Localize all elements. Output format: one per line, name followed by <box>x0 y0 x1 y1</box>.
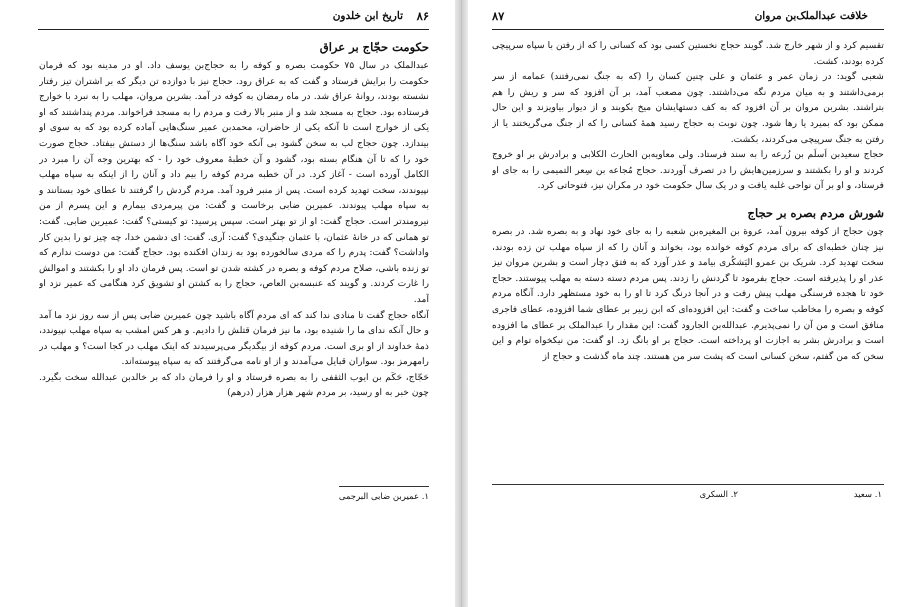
footnote: ۲. السکری <box>699 490 738 500</box>
footnote: ۱. سعید <box>853 490 882 500</box>
footnote-rule <box>339 486 429 487</box>
paragraph: چون حجاج از کوفه بیرون آمد، عروة بن المغیره‌بن شعبه را به جای خود نهاد و به بصره شد. در بصره نیز چنان خطبه‌ای که برای مردم کوفه خوانده بود، بخواند و آنان را که از سپاه مهلب تن زده بودند، سخت تهدید کرد. شریک بن عمرو الیَشکُری بیامد و عذر آورد که به فتق دچار است و بشربن مروان نیز عذر او را پذیرفته است. حجاج بفرمود تا گردنش را زدند. پس مردم دسته دسته به مهلب پیوستند. حجاج خود تا هجده فرسنگی مهلب پیش رفت و در آنجا درنگ کرد تا او را به خود مستظهر دارد. آنگاه مردم کوفه و بصره را مخاطب ساخت و گفت: این افزوده‌ای که ابن زبیر بر عطای شما افزوده، عطای فاجری منافق است و من آن را نمی‌پذیرم. عبدالله‌بن الجارود گفت: این مقدار را عبدالملک بر عطای ما افزوده است و برادرش بشر به اجازت او پرداخته است. حجاج بر او بانگ زد. او گفت: من نیکخواه توام و این سخن که من گفتم، سخن کسانی است که پشت سر من هستند. چند ماه گذشت و حجاج از <box>492 225 884 362</box>
header-rule <box>492 29 884 30</box>
footnote-rule <box>492 484 884 485</box>
page-body <box>39 36 429 488</box>
right-page <box>468 0 908 607</box>
running-title: خلافت عبدالملک‌بن مروان <box>754 10 868 22</box>
section-title: شورش مردم بصره بر حجاج <box>747 205 884 220</box>
section-title: حکومت حجّاج بر عراق <box>319 40 429 54</box>
paragraph: آنگاه حجاج گفت تا منادی ندا کند که ای مردم آگاه باشید چون عمیربن ضابی پس از سه روز نزد ما آمد و حال آنکه ندای ما را شنیده بود، ما نیز فرمان قتلش را دادیم. و هر کس امشب به سپاه مهلب نپیوندد، ذمهٔ خداوند از او بری است. مردم کوفه از بیگدیگر می‌پرسیدند که اینک مهلب در کجا است؟ و مهلب در رامهرمز بود. سواران قبایل می‌آمدند و از او نامه می‌گرفتند که به سپاه پیوسته‌اند. <box>39 309 429 368</box>
paragraph: حجاج سعیدبن اَسلَم بن زُرعه را به سند فرستاد. ولی معاویه‌بن الحارث الکلابی و برادرش بر او خروج کردند و او را بکشتند و سرزمین‌هایش را در تصرف آوردند. حجاج مُجاعه بن سِعر التمیمی را به جای او فرستاد، و او بر آن نواحی غلبه یافت و در یک سال حکومت خود در مکران نیز، فتوحاتی کرد. <box>492 149 884 192</box>
paragraph: شعبی گوید: در زمان عمر و عثمان و علی چنین کسان را (که به جنگ نمی‌رفتند) عمامه از سر برمی‌داشتند و به میان مردم نگه می‌داشتند. چون مصعب آمد، بر آن افزود که سر و ریش را هم بتراشند. بشربن مروان بر آن افزود که به کف دستهایشان میخ بکوبند و از دیوار بیاویزند و این حال ممکن بود که بمیرد یا رها شود. چون نوبت به حجاج رسید همهٔ کسانی را که از جنگ می‌گریختند یا از رفتن به جنگ سرپیچی می‌کردند، بکشت. <box>492 71 884 145</box>
paragraph: عبدالملک در سال ۷۵ حکومت بصره و کوفه را به حجاج‌بن یوسف داد. او در مدینه بود که فرمان حکومت را برایش فرستاد و گفت که به عراق رود. حجاج نیز با دوازده تن دیگر که بر اشتران تیز رفتار نشسته بودند، روانهٔ عراق شد. در ماه رمضان به کوفه در آمد. بشربن مروان، مهلب را به نبرد با خوارج فرستاده بود. حجاج به مسجد شد و از منبر بالا رفت و مردم را به مسجد فراخواند. مردم پنداشتند که او یکی از خوارج است تا آنکه یکی از حاضران، محمدبن عمیر سنگ‌هایی آماده کرده بود که به سوی او بیندازد. چون حجاج لب به سخن گشود بی آنکه خود آگاه باشد سنگ‌ها از دستش بیفتاد. حجاج صورت خود را که تا آن هنگام بسته بود، گشود و آن خطبهٔ معروف خود را - که بهترین وجه آن را مبرد در الکامل آورده است - آغاز کرد. در آن خطبه مردم کوفه را بیم داد و آنان را از اینکه به سپاه مهلب نپیوندند، سخت تهدید کرده است. پس از منبر فرود آمد. مردم گردش را گرفتند تا عطای خود بستانند و به سپاه مهلب پیوندند. عمیربن ضابی برخاست و گفت: من پیرمردی بیمارم و این پسرم از من نیرومندتر است. حجاج گفت: او از تو بهتر است. سپس پرسید: تو کیستی؟ گفت: عمیربن ضابی. گفت: تو همانی که در خانهٔ عثمان، با عثمان جنگیدی؟ گفت: آری. گفت: ای دشمن خدا، چه چیز تو را بدین کار واداشت؟ گفت: پدرم را که مردی سالخورده بود به زندان افکنده بود. حجاج گفت: من دوست ندارم که تو زنده باشی، صلاح مردم کوفه و بصره در کشته شدن تو است. پس فرمان داد او را بکشتند و اموالش را غارت کردند. و گویند که عنبسه‌بن العاص، حجاج را به کشتن او تشویق کرد هنگامی که عمیر نزد او آمد. <box>39 60 429 305</box>
page-body <box>492 38 884 476</box>
running-title: تاریخ ابن خلدون <box>332 10 403 22</box>
paragraph: حَجّاج، حَکَم بن ایوب الثقفی را به بصره فرستاد و او را فرمان داد که بر خالدبن عبدالله سخت بگیرد. چون خبر به او رسید، بر مردم شهر هزار هزار (درهم) <box>39 371 429 399</box>
paragraph: تقسیم کرد و از شهر خارج شد. گویند حجاج نخستین کسی بود که کسانی را که از رفتن با سپاه سرپیچی کرده بودند، کشت. <box>492 40 884 67</box>
header-rule <box>38 29 429 30</box>
page-number: ۸۷ <box>492 9 505 23</box>
page-number: ۸۶ <box>416 9 429 23</box>
book-gutter <box>455 0 468 607</box>
footnote: ۱. عمیربن ضابی البرجمی <box>338 492 429 502</box>
